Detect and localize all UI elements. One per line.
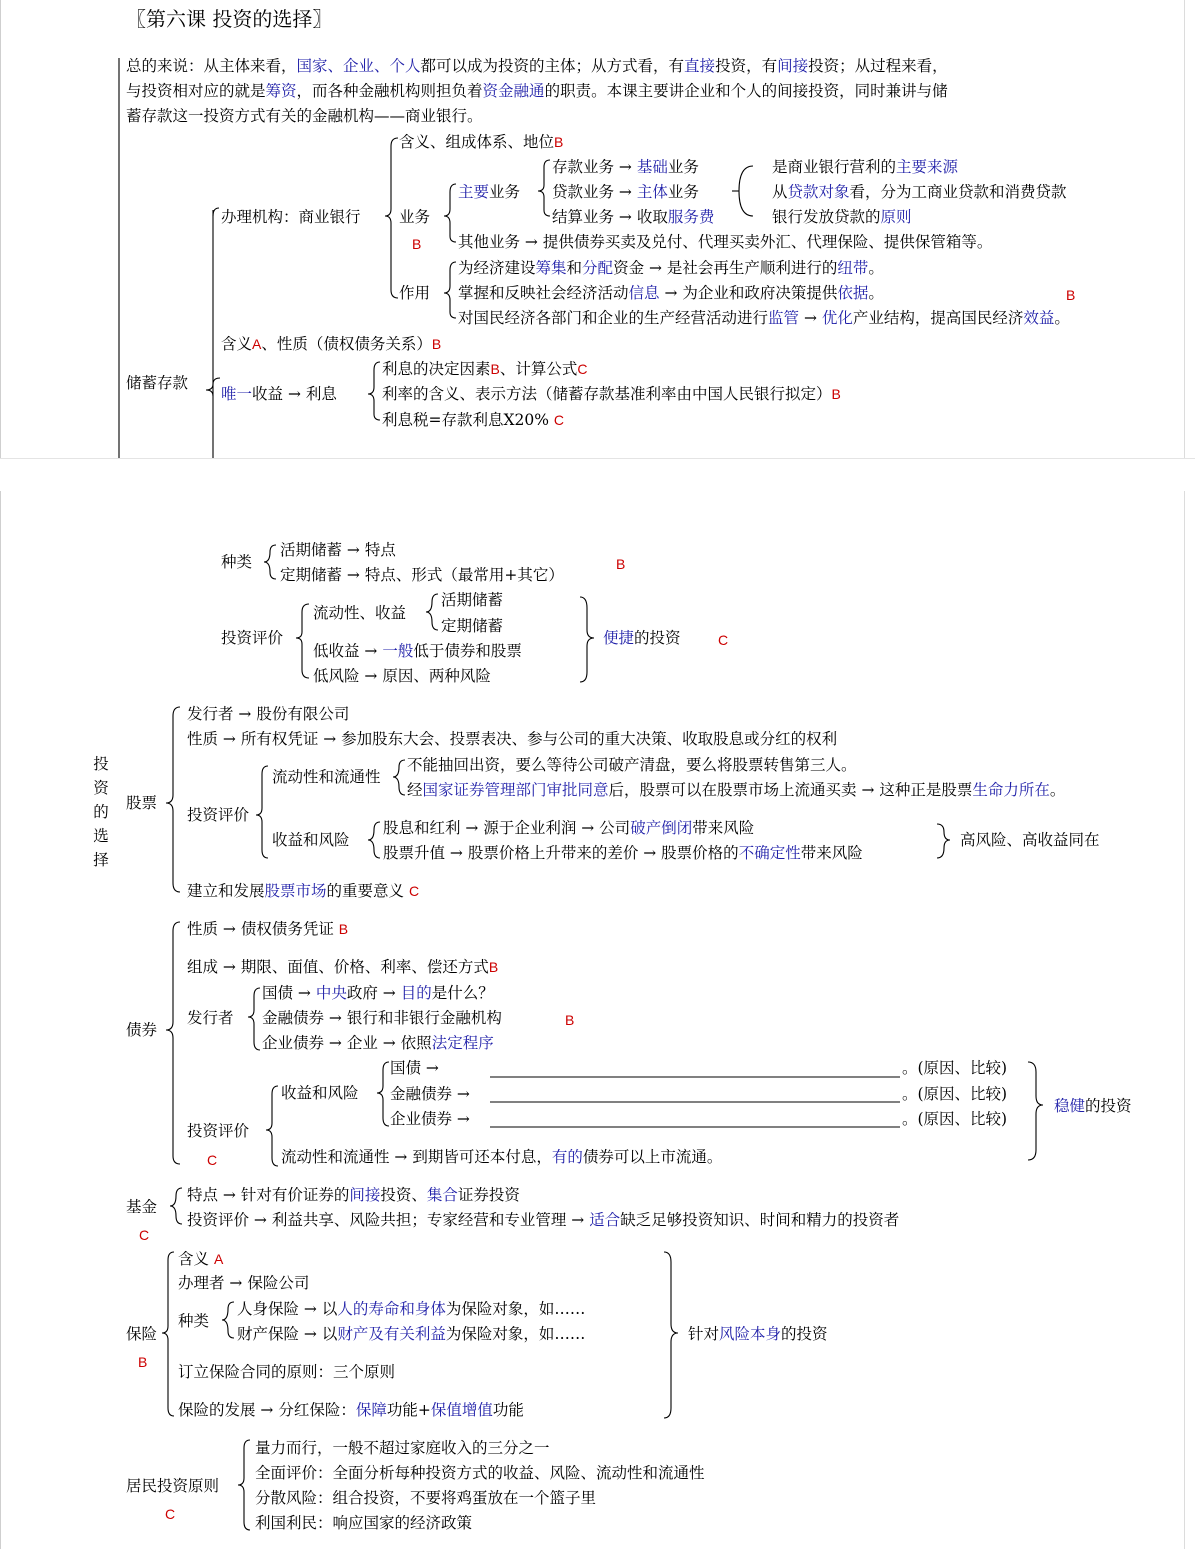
bank-label: 办理机构：商业银行 [221, 208, 361, 226]
kind-2: 定期储蓄 → 特点、形式（最常用+其它） [280, 566, 564, 584]
loan-detail-3: 银行发放贷款的原则 [772, 208, 912, 226]
fund-brace [170, 1188, 182, 1224]
insurance-kind-2: 财产保险 → 以财产及有关利益为保险对象，如…… [237, 1325, 586, 1343]
stock-risk-2: 股票升值 → 股票价格上升带来的差价 → 股票价格的不确定性带来风险 [383, 844, 863, 862]
kinds-grade: B [616, 556, 626, 572]
bond-reason-3: 。(原因、比较) [902, 1110, 1008, 1128]
bond-liq: 流动性和流通性 → 到期皆可还本付息，有的债券可以上市流通。 [281, 1148, 723, 1166]
bond-issuer-3: 企业债券 → 企业 → 依照法定程序 [262, 1034, 494, 1052]
role-3: 对国民经济各部门和企业的生产经营活动进行监管 → 优化产业结构，提高国民经济效益。 [458, 309, 1070, 327]
savings-eval-grade: C [718, 632, 729, 648]
role-grade: B [1066, 287, 1076, 303]
fund-label: 基金 [126, 1198, 158, 1216]
insurance-contract: 订立保险合同的原则：三个原则 [178, 1363, 396, 1381]
stock-market: 建立和发展股票市场的重要意义 C [187, 882, 420, 900]
business-label: 业务 [399, 208, 431, 226]
stock-brace [166, 707, 180, 892]
settlement-business: 结算业务 → 收取服务费 [552, 208, 715, 226]
principle-3: 分散风险：组合投资，不要将鸡蛋放在一个篮子里 [255, 1489, 597, 1507]
insurance-brace [162, 1252, 174, 1416]
stock-nature: 性质 → 所有权凭证 → 参加股东大会、投票表决、参与公司的重大决策、收取股息或分红的权利 [187, 730, 838, 748]
savings-label: 储蓄存款 [126, 374, 189, 392]
business-brace [444, 184, 456, 242]
page-break [0, 458, 1195, 491]
principle-1: 量力而行，一般不超过家庭收入的三分之一 [255, 1439, 550, 1457]
insurance-result: 针对风险本身的投资 [688, 1325, 828, 1343]
bond-brace [166, 922, 180, 1164]
stock-risk-result: 高风险、高收益同在 [960, 831, 1100, 849]
stock-risk-brace [368, 822, 380, 858]
low-risk: 低风险 → 原因、两种风险 [313, 667, 491, 685]
bond-result: 稳健的投资 [1054, 1097, 1132, 1115]
savings-eval-label: 投资评价 [221, 629, 284, 647]
low-income: 低收益 → 一般低于债券和股票 [313, 642, 522, 660]
bond-issuer-label: 发行者 [187, 1009, 234, 1027]
bank-brace [385, 138, 398, 298]
bond-right-brace [1028, 1062, 1043, 1160]
bond-eval-grade: C [207, 1152, 218, 1168]
role-brace [444, 262, 456, 318]
savings-eval-result: 便捷的投资 [603, 629, 681, 647]
loan-detail-2: 从贷款对象看，分为工商业贷款和消费贷款 [772, 183, 1067, 201]
bond-issuer-grade: B [565, 1012, 575, 1028]
bond-risk-3: 企业债券 → [390, 1110, 470, 1128]
principle-grade: C [165, 1506, 176, 1522]
eval-brace [296, 604, 309, 678]
liq-label: 流动性、收益 [313, 604, 407, 622]
bond-risk-label: 收益和风险 [281, 1084, 359, 1102]
principle-4: 利国利民：响应国家的经济政策 [255, 1514, 473, 1532]
root-label: 投 资 的 选 择 [93, 755, 109, 869]
kinds-label: 种类 [221, 553, 253, 571]
kinds-brace [264, 545, 276, 579]
bond-nature: 性质 → 债权债务凭证 B [187, 920, 349, 938]
stock-liq-1: 不能抽回出资，要么等待公司破产清盘，要么将股票转售第三人。 [407, 756, 857, 774]
intro-line-2: 与投资相对应的就是筹资，而各种金融机构则担负着资金融通的职责。本课主要讲企业和个人的间接投资，同时兼讲与储 [126, 82, 948, 100]
interest-brace [368, 362, 380, 420]
fund-feature: 特点 → 针对有价证券的间接投资、集合证券投资 [187, 1186, 520, 1204]
insurance-right-brace [664, 1252, 678, 1418]
bond-issuer-1: 国债 → 中央政府 → 目的是什么？ [262, 984, 494, 1002]
stock-eval-label: 投资评价 [187, 806, 250, 824]
interest-2: 利率的含义、表示方法（储蓄存款基准利率由中国人民银行拟定）B [382, 385, 841, 403]
intro-line-3: 蓄存款这一投资方式有关的金融机构——商业银行。 [126, 107, 483, 125]
stock-liq-brace [393, 760, 405, 795]
fund-eval: 投资评价 → 利益共享、风险共担；专家经营和专业管理 → 适合缺乏足够投资知识、时间和精力的投资者 [187, 1211, 900, 1229]
loan-brace [739, 166, 753, 216]
insurance-grade: B [138, 1354, 148, 1370]
bond-reason-2: 。(原因、比较) [902, 1085, 1008, 1103]
stock-risk-right-brace [937, 824, 950, 858]
principle-label: 居民投资原则 [126, 1477, 220, 1495]
bond-label: 债券 [126, 1021, 158, 1039]
savings-nature: 含义A、性质（债权债务关系）B [221, 335, 442, 353]
other-business: 其他业务 → 提供债券买卖及兑付、代理买卖外汇、代理保险、提供保管箱等。 [458, 233, 993, 251]
role-label: 作用 [399, 284, 431, 302]
bond-risk-2: 金融债券 → [390, 1085, 470, 1103]
insurance-kinds-brace [222, 1302, 234, 1338]
insurance-kind-1: 人身保险 → 以人的寿命和身体为保险对象，如…… [237, 1300, 586, 1318]
bond-risk-brace [377, 1062, 389, 1126]
interest-3: 利息税=存款利息X20% C [382, 411, 565, 429]
insurance-agent: 办理者 → 保险公司 [178, 1274, 310, 1292]
main-business-brace [538, 160, 550, 216]
interest-1: 利息的决定因素B、计算公式C [382, 360, 588, 378]
stock-liq-2: 经国家证券管理部门审批同意后，股票可以在股票市场上流通买卖 → 这种正是股票生命力所在。 [407, 781, 1066, 799]
bank-meaning: 含义、组成体系、地位B [399, 133, 564, 151]
stock-liq-label: 流动性和流通性 [272, 768, 381, 786]
stock-risk-label: 收益和风险 [272, 831, 350, 849]
principle-brace [238, 1440, 250, 1530]
page-title: 〖第六课 投资的选择〗 [126, 7, 333, 31]
liq-2: 定期储蓄 [441, 617, 504, 635]
liq-1: 活期储蓄 [441, 591, 504, 609]
bond-eval-label: 投资评价 [187, 1122, 250, 1140]
intro-line-1: 总的来说：从主体来看，国家、企业、个人都可以成为投资的主体；从方式看，有直接投资，有间接投资；从过程来看， [126, 57, 948, 75]
principle-2: 全面评价：全面分析每种投资方式的收益、风险、流动性和流通性 [255, 1464, 705, 1482]
savings-income: 唯一收益 → 利息 [221, 385, 337, 403]
main-business-label: 主要业务 [458, 183, 521, 201]
kind-1: 活期储蓄 → 特点 [280, 541, 396, 559]
bond-reason-1: 。(原因、比较) [902, 1059, 1008, 1077]
deposit-business: 存款业务 → 基础业务 [552, 158, 699, 176]
stock-label: 股票 [126, 794, 158, 812]
eval-right-brace [580, 597, 594, 682]
loan-business: 贷款业务 → 主体业务 [552, 183, 699, 201]
insurance-meaning: 含义 A [178, 1250, 224, 1268]
liq-brace [426, 594, 438, 630]
stock-risk-1: 股息和红利 → 源于企业利润 → 公司破产倒闭带来风险 [383, 819, 755, 837]
bond-eval-brace [266, 1086, 278, 1166]
business-grade: B [412, 236, 422, 252]
stock-issuer: 发行者 → 股份有限公司 [187, 705, 350, 723]
bond-issuer-brace [248, 988, 260, 1050]
insurance-label: 保险 [126, 1325, 158, 1343]
stock-eval-brace [256, 766, 268, 858]
savings-top-curl [213, 208, 219, 216]
role-1: 为经济建设筹集和分配资金 → 是社会再生产顺利进行的纽带。 [458, 259, 884, 277]
fund-grade: C [139, 1227, 150, 1243]
loan-detail-1: 是商业银行营利的主要来源 [772, 158, 959, 176]
bond-risk-1: 国债 → [390, 1059, 439, 1077]
insurance-kinds-label: 种类 [178, 1312, 210, 1330]
role-2: 掌握和反映社会经济活动信息 → 为企业和政府决策提供依据。 [458, 284, 884, 302]
bond-composition: 组成 → 期限、面值、价格、利率、偿还方式B [187, 958, 499, 976]
bond-issuer-2: 金融债券 → 银行和非银行金融机构 [262, 1009, 502, 1027]
insurance-development: 保险的发展 → 分红保险：保障功能+保值增值功能 [178, 1401, 524, 1419]
